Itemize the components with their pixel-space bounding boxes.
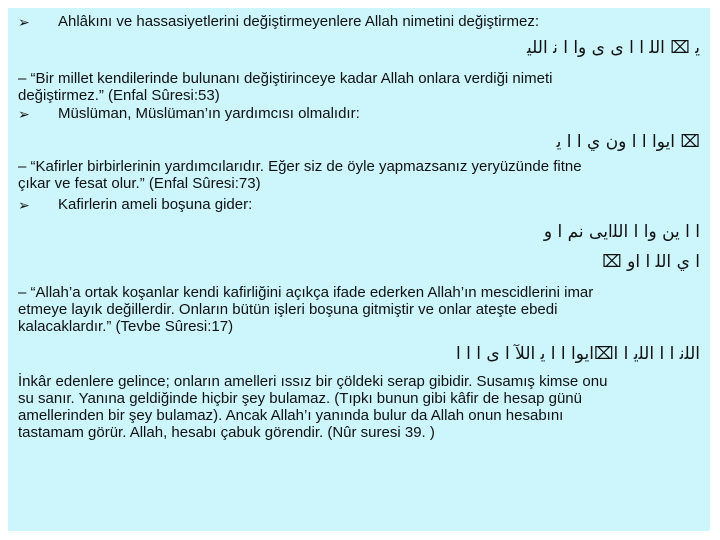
arrow-bullet-icon: ➢ bbox=[18, 106, 30, 122]
arabic-verse-1: ﻳ ⌧ ﺍﻟﻠ ﺍ ﺍ ﻯ ﻯ ﻭﺍ ﺍ ﻧ ﺍﻟﻠﻴ bbox=[527, 38, 700, 58]
bullet-text: Müslüman, Müslüman’ın yardımcısı olmalıdır: bbox=[58, 105, 360, 122]
paragraph-line: değiştirmez.” (Enfal Sûresi:53) bbox=[18, 87, 220, 104]
paragraph-line: – “Allah’a ortak koşanlar kendi kafirliğini açıkça ifade ederken Allah’ın mescidlerini imar bbox=[18, 284, 594, 301]
translation-paragraph-1 bbox=[18, 70, 704, 104]
translation-paragraph-3 bbox=[18, 284, 704, 335]
translation-paragraph-2 bbox=[18, 158, 704, 192]
translation-paragraph-4 bbox=[18, 373, 704, 441]
paragraph-line: çıkar ve fesat olur.” (Enfal Sûresi:73) bbox=[18, 175, 261, 192]
arabic-verse-3b: ﺍ ﻱ ﺍﻟﻠ ﺍ ﺍﻭ ⌧ bbox=[602, 252, 700, 272]
paragraph-line: kalacaklardır.” (Tevbe Sûresi:17) bbox=[18, 318, 234, 335]
paragraph-line: etmeye layık değillerdir. Onların bütün işleri boşuna gitmiştir ve onlar ateşte ebedi bbox=[18, 301, 558, 318]
arabic-verse-2: ⌧ ﺍﻳﻮﺍ ﺍ ﺍ ﻭﻥ ﻱ ﺍ ﺍ ﻳ bbox=[556, 132, 700, 152]
arabic-verse-3a: ﺍ ﺍ ﻳﻦ ﻭﺍ ﺍ ﺍﻟﻠﺍﻳﻰ ﻧﻢ ﺍ ﻭ bbox=[543, 222, 700, 242]
paragraph-line: su sanır. Yanına geldiğinde hiçbir şey bulamaz. (Tıpkı bunun gibi kâfir de hesap günü bbox=[18, 390, 582, 407]
paragraph-line: tastamam görür. Allah, hesabı çabuk görendir. (Nûr suresi 39. ) bbox=[18, 424, 435, 441]
arabic-verse-4: ﺍﻟﻠﻧ ﺍ ﺍ ﺍﻟﻠﻳ ﺍ ﺍ⌧ﺍﻳﻮﺍ ﺍ ﺍ ﻳ ﺍﻟﻶ ﺍ ﻯ ﺍ ﺍ ﺍ bbox=[455, 344, 700, 364]
arrow-bullet-icon: ➢ bbox=[18, 14, 30, 30]
slide bbox=[8, 8, 710, 531]
arrow-bullet-icon: ➢ bbox=[18, 197, 30, 213]
bullet-text: Ahlâkını ve hassasiyetlerini değiştirmeyenlere Allah nimetini değiştirmez: bbox=[58, 13, 540, 30]
paragraph-line: İnkâr edenlere gelince; onların amelleri ıssız bir çöldeki serap gibidir. Susamış kimse onu bbox=[18, 373, 608, 390]
paragraph-line: amellerinden bir şey bulamaz). Ancak Allah’ı yanında bulur da Allah onun hesabını bbox=[18, 407, 564, 424]
paragraph-line: – “Bir millet kendilerinde bulunanı değiştirinceye kadar Allah onlara verdiği nimeti bbox=[18, 70, 553, 87]
bullet-text: Kafirlerin ameli boşuna gider: bbox=[58, 196, 253, 213]
paragraph-line: – “Kafirler birbirlerinin yardımcılarıdır. Eğer siz de öyle yapmazsanız yeryüzünde fitne bbox=[18, 158, 582, 175]
